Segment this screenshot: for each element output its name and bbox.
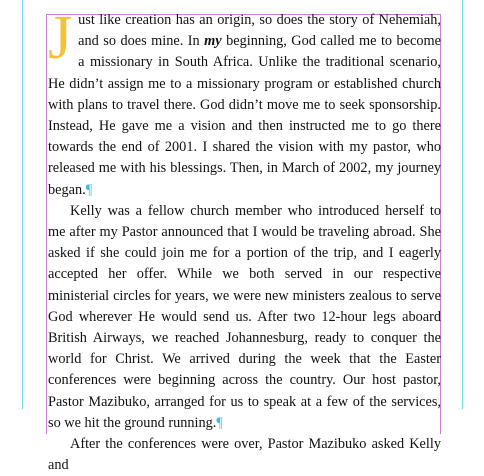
emphasis-my: my: [204, 33, 222, 50]
margin-guide-left: [22, 0, 23, 409]
pilcrow-mark: ¶: [85, 181, 93, 198]
pilcrow-mark: ¶: [216, 414, 223, 431]
paragraph-3: [48, 434, 441, 476]
paragraph-2-text: Kelly was a fellow church member who introduced herself to me after my Pastor announced that I would be traveling abroad. She asked if she could join me for a portion of the trip, and I eagerly accepted her offer. While we both served in our respective ministerial circles for years, we were new ministers zealous to serve God wherever He would send us. After two 12-hour legs aboard British Airways, we reached Johannesburg, ready to conquer the world for Christ. We arrived during the week that the Easter conferences were beginning across the country. Our host pastor, Pastor Mazibuko, arranged for us to speak at a few of the services, so we hit the ground running.: [48, 202, 441, 431]
paragraph-1: [48, 4, 441, 201]
story-text[interactable]: [48, 4, 441, 476]
paragraph-3-text: After the conferences were over, Pastor Mazibuko asked Kelly and: [48, 436, 441, 474]
paragraph-1-text-b: beginning, God called me to become a missionary in South Africa. Unlike the traditional scenario, He didn’t assign me to a missionary program or established church with plans to travel there. God didn’t move me to seek sponsorship. Instead, He gave me a vision and then instructed me to go there towards the end of 2001. I shared the vision with my pastor, who released me with his blessings. Then, in March of 2002, my journey began.: [48, 33, 441, 198]
paragraph-1-text-a: ust like creation has an origin, so does the story of Nehemiah, and so does mine. In: [78, 12, 441, 50]
margin-guide-right: [462, 0, 463, 409]
paragraph-2: [48, 201, 441, 434]
drop-cap: J: [48, 4, 73, 72]
